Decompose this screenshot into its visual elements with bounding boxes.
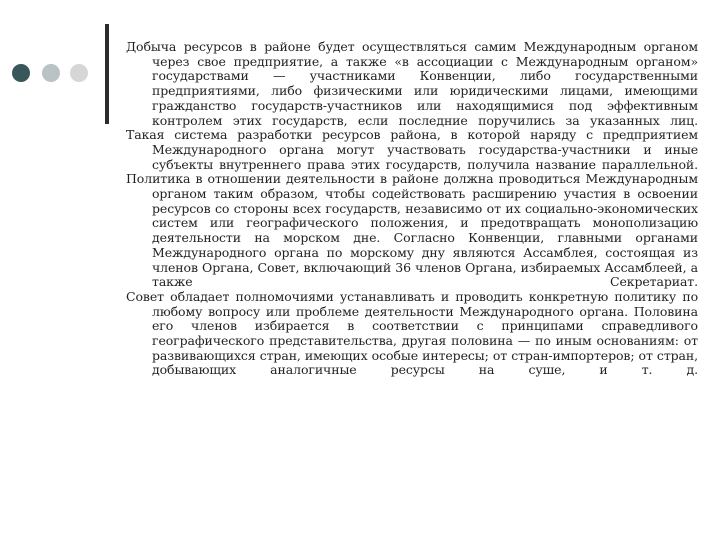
light-gray-dot-decoration: [42, 64, 60, 82]
vertical-accent-bar: [105, 24, 109, 124]
dark-teal-dot-decoration: [12, 64, 30, 82]
slide-body-text: [126, 40, 698, 378]
paragraph-policy: Политика в отношении деятельности в районе должна проводиться Международным органом таким образом, чтобы содействовать расширению участия в освоении ресурсов со стороны всех государств, независимо от их социально-экономических систем или географического положения, и предотвращать монополизацию деятельности на морском дне. Согласно Конвенции, главными органами Международного органа по морскому дну являются Ассамблея, состоящая из членов Органа, Совет, включающий 36 членов Органа, избираемых Ассамблеей, а также Секретариат.: [126, 171, 698, 290]
paragraph-council: Совет обладает полномочиями устанавливать и проводить конкретную политику по любому вопросу или проблеме деятельности Международного органа. Половина его членов избирается в соответствии с принципами справедливого географического представительства, другая половина — по иным основаниям: от развивающихся стран, имеющих особые интересы; от стран-импортеров; от стран, добывающих аналогичные ресурсы на суше, и т. д.: [126, 288, 698, 378]
paragraph-parallel-system: Такая система разработки ресурсов района, в которой наряду с предприятием Международного органа могут участвовать государства-участники и иные субъекты внутреннего права этих государств, получила название параллельной.: [126, 127, 698, 172]
pale-gray-dot-decoration: [70, 64, 88, 82]
paragraph-resource-extraction: Добыча ресурсов в районе будет осуществляться самим Международным органом через свое предприятие, а также «в ассоциации с Международным органом» государствами — участниками Конвенции, либо государственными предприятиями, либо физическими или юридическими лицами, имеющими гражданство государств-участников или находящимися под эффективным контролем этих государств, если последние поручились за указанных лиц.: [126, 39, 698, 128]
